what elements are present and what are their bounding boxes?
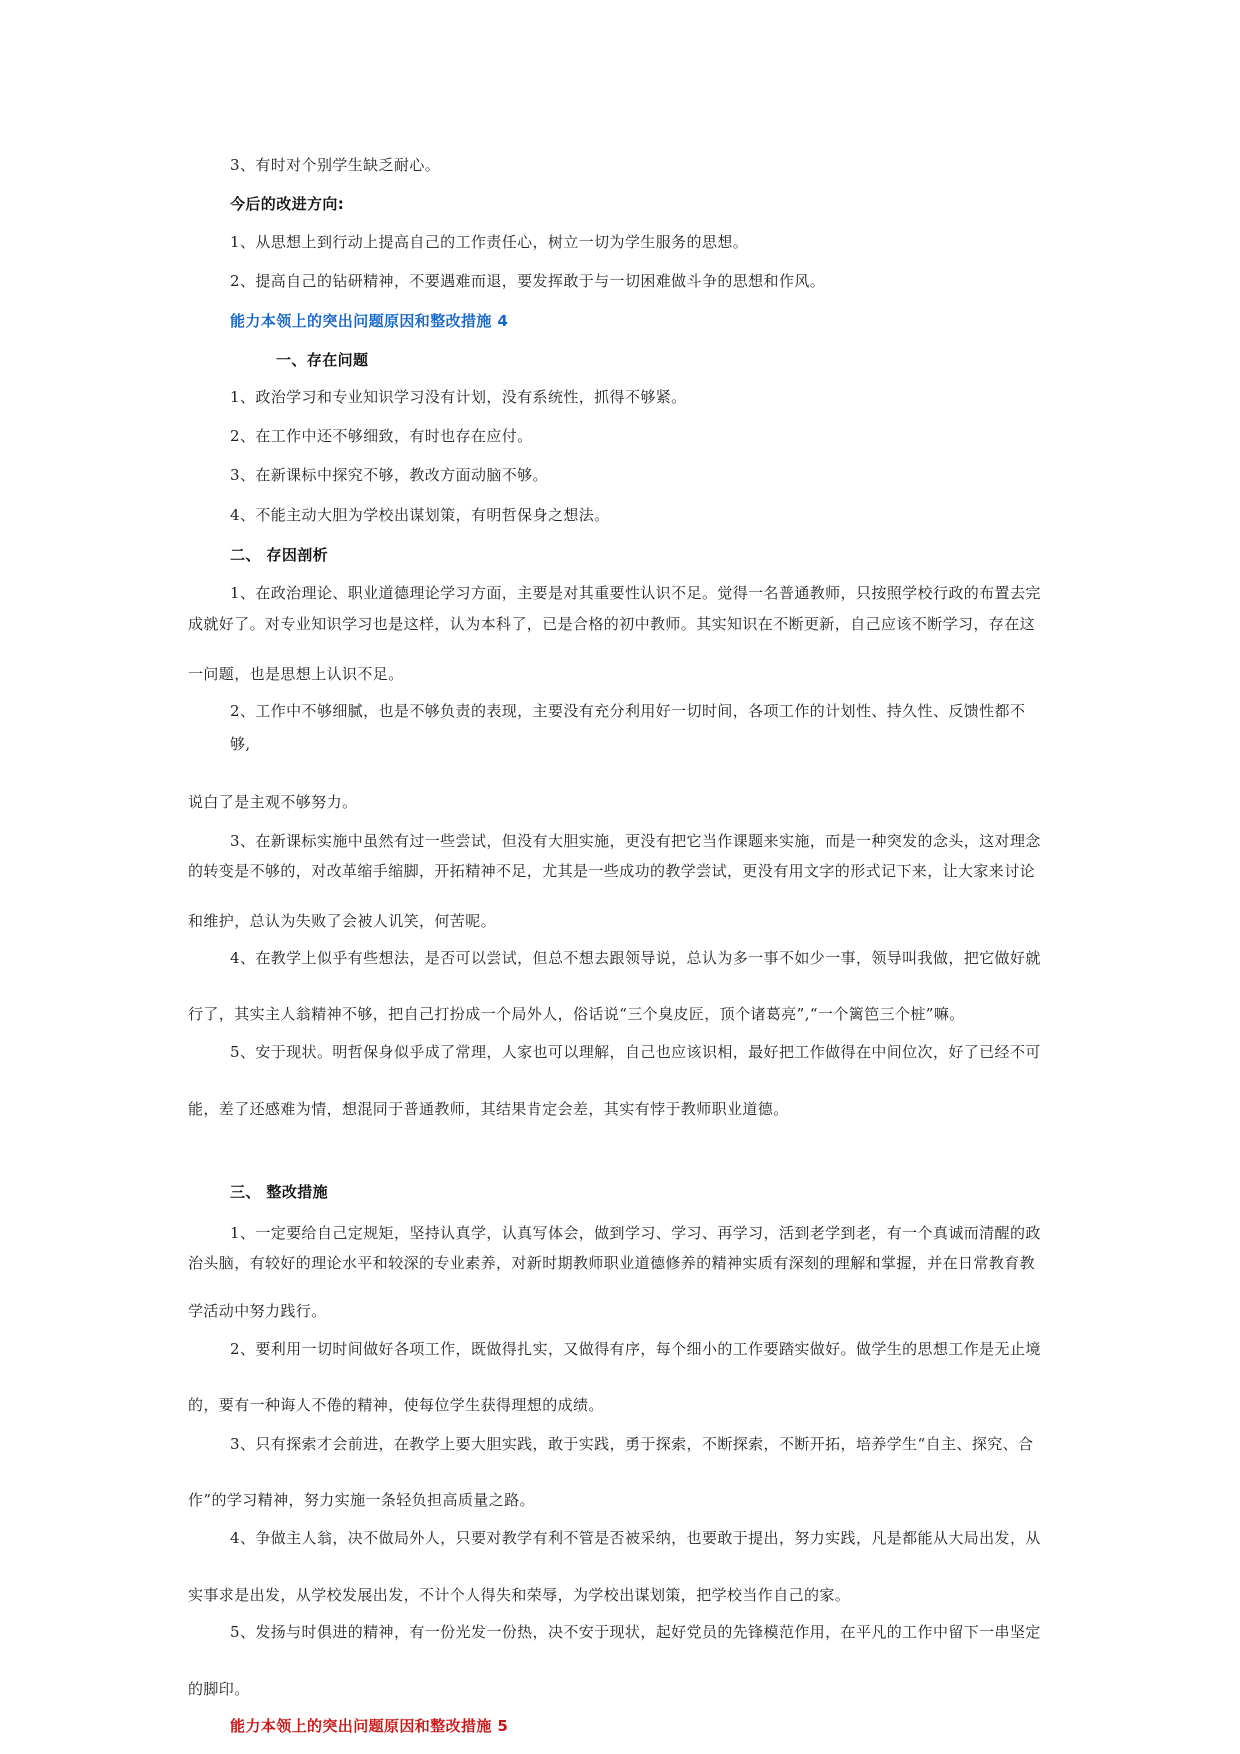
paragraph-line: 实事求是出发，从学校发展出发，不计个人得失和荣辱，为学校出谋划策，把学校当作自己的家。 (188, 1586, 851, 1604)
paragraph-line: 2、工作中不够细腻，也是不够负责的表现，主要没有充分利用好一切时间，各项工作的计划性、持久性、反馈性都不 (230, 702, 1026, 720)
paragraph-line: 和维护，总认为失败了会被人讥笑，何苦呢。 (188, 912, 497, 930)
paragraph-line: 行了，其实主人翁精神不够，把自己打扮成一个局外人，俗话说“三个臭皮匠，顶个诸葛亮”,“一个篱笆三个桩”嘛。 (188, 1005, 965, 1023)
paragraph-line: 治头脑，有较好的理论水平和较深的专业素养，对新时期教师职业道德修养的精神实质有深刻的理解和掌握，并在日常教育教 (188, 1254, 1036, 1272)
section-heading: 今后的改进方向: (230, 195, 345, 213)
paragraph-line: 作”的学习精神，努力实施一条轻负担高质量之路。 (188, 1491, 535, 1509)
paragraph-line: 1、在政治理论、职业道德理论学习方面，主要是对其重要性认识不足。觉得一名普通教师，只按照学校行政的布置去完 (230, 584, 1041, 602)
paragraph-line: 2、提高自己的钻研精神，不要遇难而退，要发挥敢于与一切困难做斗争的思想和作风。 (230, 272, 826, 290)
paragraph-line: 3、在新课标中探究不够，教改方面动脑不够。 (230, 466, 548, 484)
paragraph-line: 4、争做主人翁，决不做局外人，只要对教学有利不管是否被采纳，也要敢于提出，努力实践，凡是都能从大局出发，从 (230, 1529, 1041, 1547)
paragraph-line: 一问题，也是思想上认识不足。 (188, 665, 404, 683)
paragraph-line: 2、要利用一切时间做好各项工作，既做得扎实，又做得有序，每个细小的工作要踏实做好。做学生的思想工作是无止境 (230, 1340, 1041, 1358)
paragraph-line: 1、从思想上到行动上提高自己的工作责任心，树立一切为学生服务的思想。 (230, 233, 749, 251)
paragraph-line: 5、安于现状。明哲保身似乎成了常理，人家也可以理解，自己也应该识相，最好把工作做得在中间位次，好了已经不可 (230, 1043, 1041, 1061)
paragraph-line: 4、在教学上似乎有些想法，是否可以尝试，但总不想去跟领导说，总认为多一事不如少一事，领导叫我做，把它做好就 (230, 949, 1041, 967)
paragraph-line: 2、在工作中还不够细致，有时也存在应付。 (230, 427, 533, 445)
section-heading: 三、 整改措施 (230, 1183, 329, 1201)
paragraph-line: 5、发扬与时俱进的精神，有一份光发一份热，决不安于现状，起好党员的先锋模范作用，在平凡的工作中留下一串坚定 (230, 1623, 1041, 1641)
paragraph-line: 3、在新课标实施中虽然有过一些尝试，但没有大胆实施，更没有把它当作课题来实施，而是一种突发的念头，这对理念 (230, 832, 1041, 850)
article-title-5: 能力本领上的突出问题原因和整改措施 5 (230, 1717, 509, 1735)
paragraph-line: 3、有时对个别学生缺乏耐心。 (230, 156, 441, 174)
paragraph-line: 1、政治学习和专业知识学习没有计划，没有系统性，抓得不够紧。 (230, 388, 687, 406)
section-heading: 一、存在问题 (276, 351, 369, 369)
paragraph-line: 够, (230, 735, 251, 753)
section-heading: 二、 存因剖析 (230, 546, 329, 564)
paragraph-line: 的转变是不够的，对改革缩手缩脚，开拓精神不足，尤其是一些成功的教学尝试，更没有用文字的形式记下来，让大家来讨论 (188, 862, 1036, 880)
paragraph-line: 的，要有一种诲人不倦的精神，使每位学生获得理想的成绩。 (188, 1396, 604, 1414)
paragraph-line: 3、只有探索才会前进，在教学上要大胆实践，敢于实践，勇于探索，不断探索，不断开拓，培养学生“自主、探究、合 (230, 1435, 1034, 1453)
paragraph-line: 4、不能主动大胆为学校出谋划策，有明哲保身之想法。 (230, 506, 610, 524)
paragraph-line: 成就好了。对专业知识学习也是这样，认为本科了，已是合格的初中教师。其实知识在不断更新，自己应该不断学习，存在这 (188, 615, 1036, 633)
paragraph-line: 说白了是主观不够努力。 (188, 793, 358, 811)
paragraph-line: 1、一定要给自己定规矩，坚持认真学，认真写体会，做到学习、学习、再学习，活到老学到老，有一个真诚而清醒的政 (230, 1224, 1041, 1242)
paragraph-line: 能，差了还感难为情，想混同于普通教师，其结果肯定会差，其实有悖于教师职业道德。 (188, 1100, 789, 1118)
paragraph-line: 学活动中努力践行。 (188, 1302, 327, 1320)
article-title-4: 能力本领上的突出问题原因和整改措施 4 (230, 312, 509, 330)
paragraph-line: 的脚印。 (188, 1680, 250, 1698)
